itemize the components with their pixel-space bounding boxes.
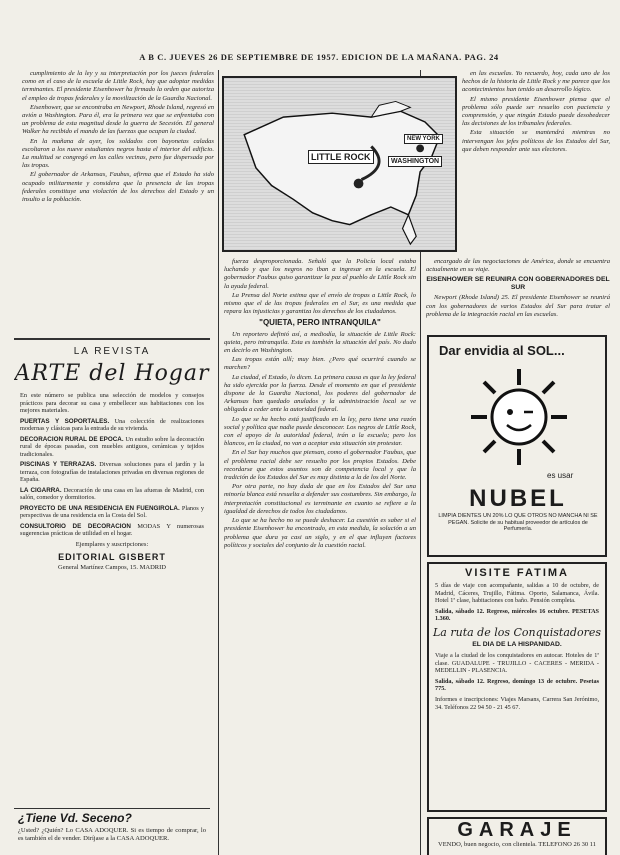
paragraph: Lo que se ha hecho no se puede deshacer. La cuestión es saber si el presidente Eisenhower ha encontrado, en esta medida, la solución a un problema que dura ya casi un siglo, y en el que influyen factores políticos y sociales del conjunto de la cuestión racial. <box>224 517 416 549</box>
section-text: MODAS Y numerosas sugerencias prácticas de utilidad en el hogar. <box>20 522 204 537</box>
garaje-advertisement <box>427 817 607 855</box>
paragraph: encargado de las negociaciones de América, donde se encuentra actualmente en su viaje. <box>426 258 610 274</box>
paragraph: fuerza desproporcionada. Señaló que la Policía local estaba luchando y que los negros no iban a ingresar en la escuela. El gobernador Faubus quiso garantizar la paz al pueblo de Little Rock sin la ayuda federal. <box>224 258 416 290</box>
section-text: Un estudio sobre la decoración rural de épocas pasadas, con muebles antiguos, cerámicas y tejidos tradicionales. <box>20 435 204 458</box>
section-text: Una colección de realizaciones modernas y clásicas para la entrada de su vivienda. <box>20 417 204 432</box>
page-header: A B C. JUEVES 26 DE SEPTIEMBRE DE 1957. EDICION DE LA MAÑANA. PAG. 24 <box>139 52 499 62</box>
revista-section <box>20 523 204 538</box>
seco-title: ¿Tiene Vd. Seceno? <box>18 811 132 825</box>
section-head: PROYECTO DE UNA RESIDENCIA EN FUENGIROLA. <box>20 504 180 512</box>
nubel-headline: Dar envidia al SOL... <box>439 343 565 358</box>
fatima-advertisement <box>427 562 607 812</box>
section-head: LA CIGARRA. <box>20 486 62 494</box>
revista-section <box>20 461 204 484</box>
seco-text: ¿Usted? ¿Quién? Lo CASA ADOQUER. Si es tiempo de comprar, lo es también el de vender. Diríjase a la CASA ADOQUER. <box>18 827 206 843</box>
paragraph: La Prensa del Norte estima que el envío de tropas a Little Rock, lo mismo que el de las tropas federales en el Sur, es una medida que repara las injusticias y garantiza los derechos de los ciudadanos. <box>224 291 416 316</box>
conquistadores-price: Salida, sábado 12. Regreso, domingo 13 de octubre. Pesetas 775. <box>435 677 599 693</box>
revista-section <box>20 418 204 433</box>
section-text: Decoración de una casa en las afueras de Madrid, con salón, comedor y dormitorios. <box>20 486 204 501</box>
conquistadores-text: Viaje a la ciudad de los conquistadores en autocar. Hoteles de 1ª clase. GUADALUPE - TRUJILLO - CACERES - MERIDA - MEDELLIN - PLASENCIA. <box>435 651 599 675</box>
seco-advertisement <box>14 808 210 854</box>
usa-outline <box>244 111 439 224</box>
hispanidad-day: EL DIA DE LA HISPANIDAD. <box>472 640 562 648</box>
paragraph: En el Sur hay muchos que piensan, como el gobernador Faubus, que el problema racial debe ser resuelto por los propios Estados. Debe recordarse que estos asuntos son de competencia local y que la tradición de los Estados del Sur es muy distinta a la de los del Norte. <box>224 449 416 482</box>
revista-advertisement <box>14 338 210 855</box>
article-column-3-continued <box>426 258 610 332</box>
nubel-subtext: LIMPIA DIENTES UN 20% LO QUE OTROS NO MANCHA NI SE PEGAN. Solicite de su habitual proveedor de artículos de Perfumería. <box>438 513 598 532</box>
paragraph: El mismo presidente Eisenhower piensa que el problema sólo puede ser resuelto con paciencia y comprensión, y que ningún Estado puede desobedecer las decisiones de los tribunales federales. <box>462 95 610 128</box>
section-text: Planos y perspectivas de una residencia en la Costa del Sol. <box>20 504 204 519</box>
fatima-price: Salida, sábado 12. Regreso, miércoles 16 octubre. PESETAS 1.360. <box>435 607 599 623</box>
revista-price-note: Ejemplares y suscripciones: <box>75 540 149 548</box>
revista-title: LA REVISTA <box>73 346 151 357</box>
paragraph: Las tropas están allí; muy bien. ¿Pero qué ocurrirá cuando se marchen? <box>224 356 416 372</box>
garaje-text: VENDO, buen negocio, con clientela. TELEFONO 26 30 11 <box>438 841 596 848</box>
article-column-3 <box>462 70 610 252</box>
article-column-2 <box>224 258 416 855</box>
florida-shape <box>403 215 417 244</box>
little-rock-label: LITTLE ROCK <box>308 150 374 164</box>
fatima-text: 5 días de viaje con acompañante, salidas a 10 de octubre, de Madrid, Cáceres, Trujillo, Fátima. Oporto, Salamanca, Ávila. Hotel 1ª clase, habitaciones con baño. Pensión completa. <box>435 582 599 605</box>
fatima-title: VISITE FATIMA <box>464 567 570 579</box>
article-column-1 <box>22 70 214 306</box>
nubel-es-usar: es usar <box>547 471 574 480</box>
paragraph: Lo que se ha hecho está justificado en la ley, pero tiene una razón social y política que nadie puede desconocer. Los negros de Little Rock, con el apoyo de la autoridad federal, irán a la escuela; pero los blancos, en la ciudad, no van a aceptar esta situación sin protestar. <box>224 415 416 448</box>
section-headline: EISENHOWER SE REUNIRA CON GOBERNADORES DEL SUR <box>426 276 610 292</box>
paragraph: en las escuelas. Yo recuerdo, hoy, cada uno de los hechos de la historia de Little Rock y me parece que los acontecimientos han tenido un desarrollo lógico. <box>462 70 610 94</box>
section-head: DECORACION RURAL DE EPOCA. <box>20 435 124 443</box>
paragraph: La ciudad, el Estado, lo dicen. La primera causa es que la ley federal ha sido ejercida por la fuerza. Desde el momento en que el presidente dispone de la Guardia Nacional, los poderes del gobernador de Arkansas han quedado anulados y la administración local se ve obligada a ceder ante la autoridad federal. <box>224 373 416 414</box>
section-text: Diversas soluciones para el jardín y la terraza, con fotografías de instalaciones privadas en diversas regiones de España. <box>20 461 204 483</box>
new-york-label: NEW YORK <box>404 134 443 144</box>
fatima-info: Informes e inscripciones: Viajes Marsans, Carrera San Jerónimo, 34. Teléfonos 22 94 50 - 21 45 67. <box>435 695 599 711</box>
paragraph: Eisenhower, que se encontraba en Newport, Rhode Island, regresó en avión a Washington. Para él, era la primera vez que se enfrentaba con un problema de esta magnitud desde la guerra de Secesión. El general Walker ha recibido el mando de las fuerzas que ocupan la ciudad. <box>22 103 214 136</box>
garaje-title: GARAJE <box>457 819 577 841</box>
revista-intro: En este número se publica una selección de modelos y consejos prácticos para decorar su casa y embellecer sus habitaciones con los mejores materiales. <box>20 392 204 414</box>
washington-label: WASHINGTON <box>388 156 442 167</box>
section-head: PUERTAS Y SOPORTALES. <box>20 417 110 425</box>
nubel-advertisement <box>427 335 607 557</box>
paragraph: Newport (Rhode Island) 25. El presidente Eisenhower se reunirá con los gobernadores de varios Estados del Sur para tratar el problema de la integración racial en las escuelas. <box>426 294 610 318</box>
washington-marker <box>416 144 424 152</box>
section-head: CONSULTORIO DE DECORACION <box>20 522 131 530</box>
paragraph: El gobernador de Arkansas, Faubus, afirma que el Estado ha sido ocupado militarmente y considera que la presencia de las tropas federales constituye una violación de los derechos del Estado y un insulto a la población. <box>22 171 214 204</box>
paragraph: Un reportero definió así, a mediodía, la situación de Little Rock: quieta, pero intranquila. Esta es también la situación del país. No dudo en decirlo en Washington. <box>224 330 416 355</box>
sun-icon <box>469 367 569 467</box>
paragraph: Por otra parte, no hay duda de que en los Estados del Sur una minoría blanca está resuelta a defender sus costumbres. Sin embargo, la interpretación constitucional es terminante en cuanto se refiere a la igualdad de derechos de todos los ciudadanos. <box>224 483 416 515</box>
section-head: PISCINAS Y TERRAZAS. <box>20 461 97 468</box>
paragraph: cumplimiento de la ley y su interpretación por los jueces federales como en el caso de la escuela de Little Rock, hay que adoptar medidas terminantes. El presidente Eisenhower ha firmado la orden que autoriza el empleo de tropas federales y la movilización de la Guardia Nacional. <box>22 70 214 102</box>
section-headline: "QUIETA, PERO INTRANQUILA" <box>259 318 381 328</box>
paragraph: Esta situación se mantendrá mientras no intervengan los jefes políticos de los Estados del Sur, que deben responder ante sus electores. <box>462 129 610 153</box>
editorial-name: EDITORIAL GISBERT <box>58 551 166 562</box>
paragraph: En la mañana de ayer, los soldados con bayonetas caladas escoltaron a los nueve estudiantes negros hasta el interior del edificio. La multitud se congregó en las calles vecinas, pero fue dispersada por las tropas. <box>22 137 214 170</box>
revista-masthead: ARTE del Hogar <box>14 361 210 386</box>
editorial-address: General Martínez Campos, 15. MADRID <box>58 563 166 571</box>
revista-section <box>20 436 204 459</box>
revista-section <box>20 505 204 520</box>
column-rule <box>218 70 219 855</box>
conquistadores-subtitle: La ruta de los Conquistadores <box>433 625 601 639</box>
map-illustration <box>222 76 457 252</box>
revista-section <box>20 487 204 502</box>
nubel-logo: NUBEL <box>469 485 567 512</box>
